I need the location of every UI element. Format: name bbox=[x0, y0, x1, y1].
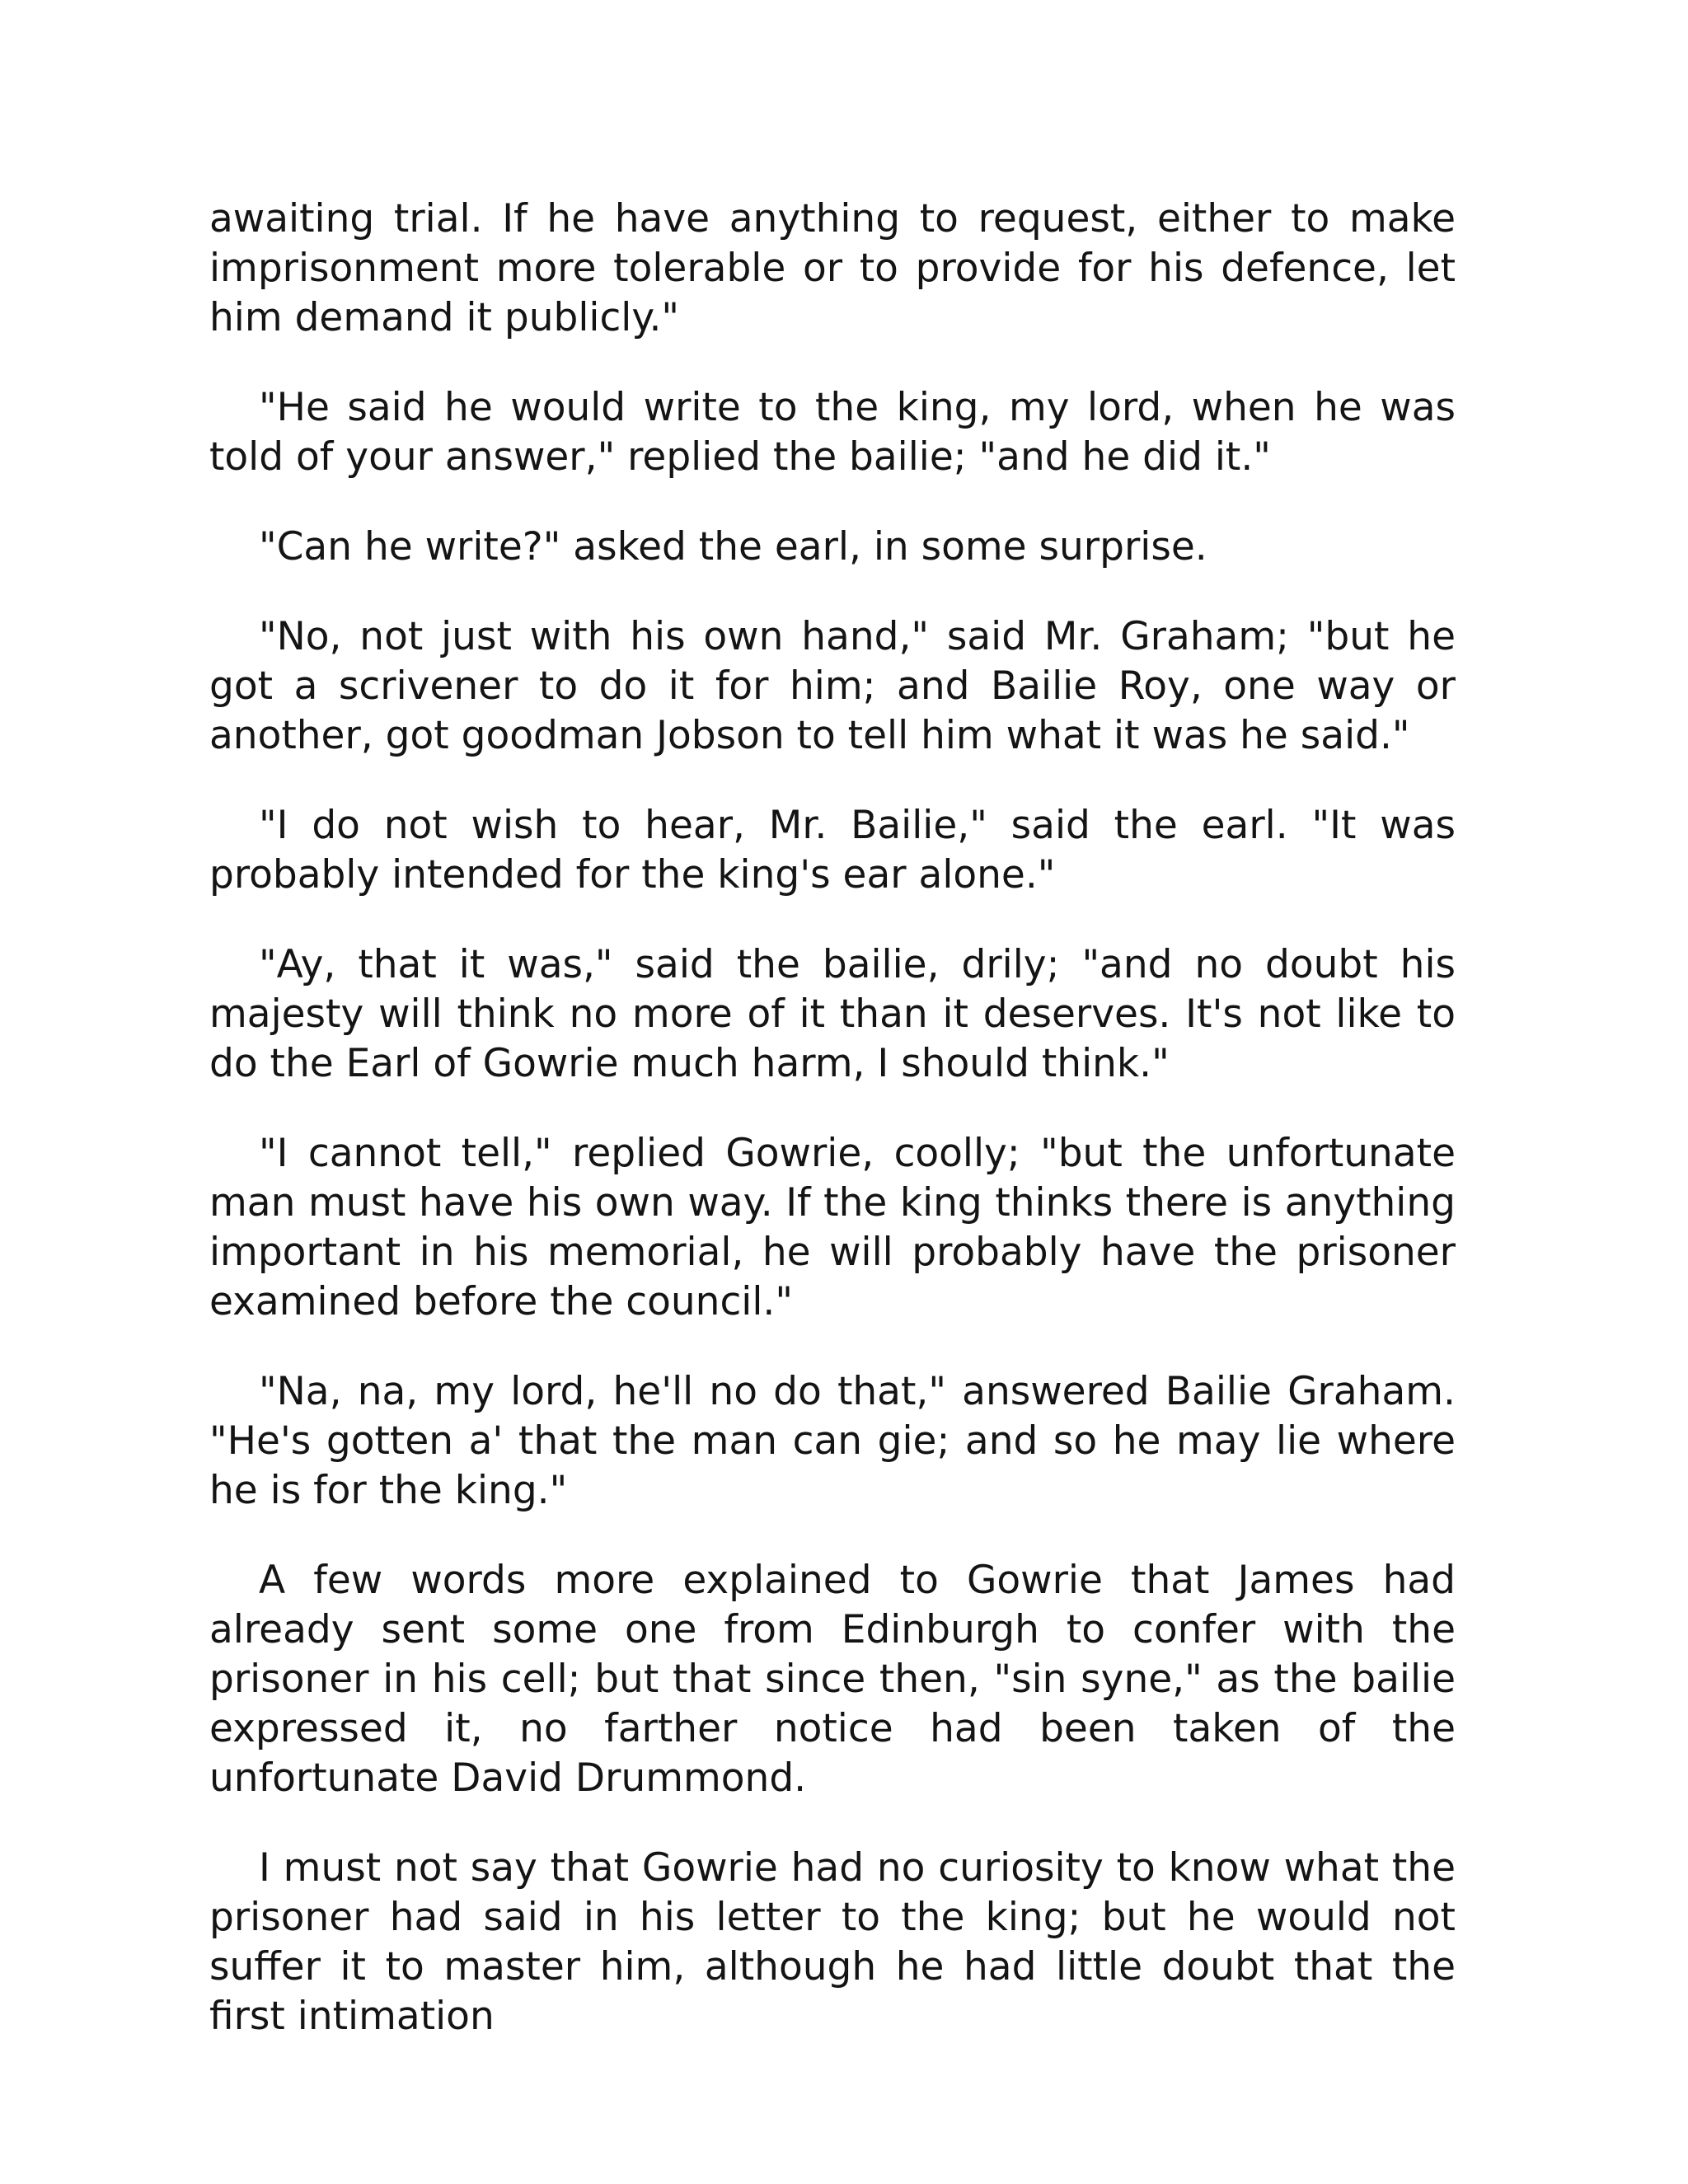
paragraph-5: "I do not wish to hear, Mr. Bailie," said the earl. "It was probably intended for the king's ear alone." bbox=[209, 803, 1456, 898]
paragraph-1: awaiting trial. If he have anything to request, either to make imprisonment more tolerable or to provide for his defence, let him demand it publicly." bbox=[209, 196, 1456, 340]
paragraph-7: "I cannot tell," replied Gowrie, coolly; "but the unfortunate man must have his own way. If the king thinks there is anything important in his memorial, he will probably have the prisoner examined before the council." bbox=[209, 1131, 1456, 1324]
body-text bbox=[209, 194, 1456, 2082]
paragraph-3: "Can he write?" asked the earl, in some surprise. bbox=[259, 524, 1207, 569]
paragraph-6: "Ay, that it was," said the bailie, drily; "and no doubt his majesty will think no more of it than it deserves. It's not like to do the Earl of Gowrie much harm, I should think." bbox=[209, 942, 1456, 1086]
paragraph-9: A few words more explained to Gowrie that James had already sent some one from Edinburgh to confer with the prisoner in his cell; but that since then, "sin syne," as the bailie expressed it, no farther notice had been taken of the unfortunate David Drummond. bbox=[209, 1558, 1456, 1801]
paragraph-4: "No, not just with his own hand," said Mr. Graham; "but he got a scrivener to do it for him; and Bailie Roy, one way or another, got goodman Jobson to tell him what it was he said." bbox=[209, 614, 1456, 758]
paragraph-2: "He said he would write to the king, my lord, when he was told of your answer," replied the bailie; "and he did it." bbox=[209, 385, 1456, 480]
paragraph-10: I must not say that Gowrie had no curiosity to know what the prisoner had said in his letter to the king; but he would not suffer it to master him, although he had little doubt that the first intimation bbox=[209, 1845, 1456, 2039]
paragraph-8: "Na, na, my lord, he'll no do that," answered Bailie Graham. "He's gotten a' that the man can gie; and so he may lie where he is for the king." bbox=[209, 1369, 1456, 1513]
